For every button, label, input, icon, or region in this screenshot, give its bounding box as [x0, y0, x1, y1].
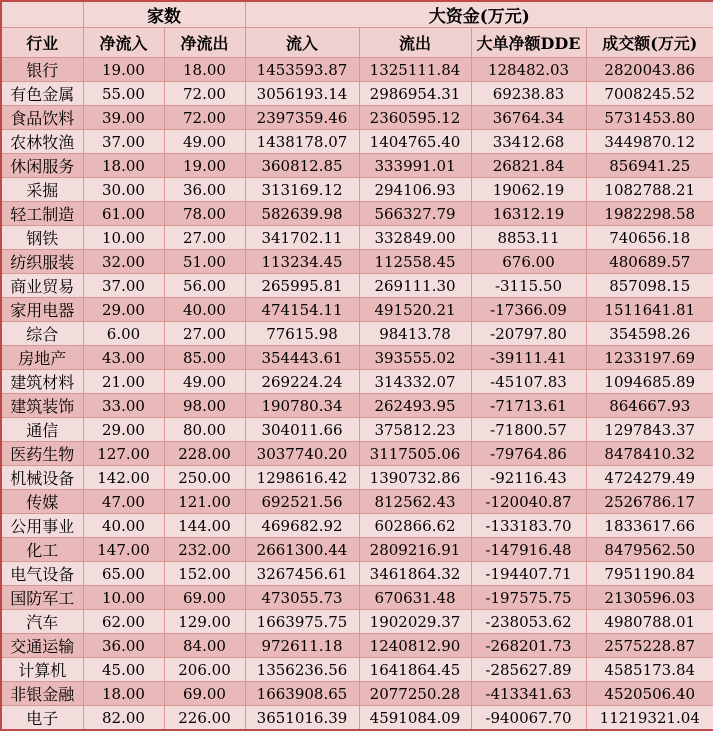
value-cell[interactable]: 360812.85 — [245, 154, 359, 178]
value-cell[interactable]: 112558.45 — [359, 250, 471, 274]
value-cell[interactable]: -413341.63 — [471, 682, 586, 706]
value-cell[interactable]: 29.00 — [83, 418, 164, 442]
value-cell[interactable]: 972611.18 — [245, 634, 359, 658]
value-cell[interactable]: 144.00 — [164, 514, 245, 538]
value-cell[interactable]: 61.00 — [83, 202, 164, 226]
value-cell[interactable]: 2820043.86 — [586, 58, 713, 82]
table-row[interactable] — [1, 178, 713, 202]
value-cell[interactable]: 113234.45 — [245, 250, 359, 274]
value-cell[interactable]: 56.00 — [164, 274, 245, 298]
value-cell[interactable]: 856941.25 — [586, 154, 713, 178]
header-column-row — [1, 28, 713, 58]
value-cell[interactable]: 1325111.84 — [359, 58, 471, 82]
table-row[interactable] — [1, 274, 713, 298]
value-cell[interactable]: 469682.92 — [245, 514, 359, 538]
value-cell[interactable]: 313169.12 — [245, 178, 359, 202]
value-cell[interactable]: 692521.56 — [245, 490, 359, 514]
value-cell[interactable]: 27.00 — [164, 322, 245, 346]
value-cell[interactable]: -71713.61 — [471, 394, 586, 418]
header-net-inflow-count[interactable]: 净流入 — [83, 28, 164, 58]
value-cell[interactable]: 8478410.32 — [586, 442, 713, 466]
value-cell[interactable]: -133183.70 — [471, 514, 586, 538]
value-cell[interactable]: 49.00 — [164, 130, 245, 154]
value-cell[interactable]: 8479562.50 — [586, 538, 713, 562]
value-cell[interactable]: 1663908.65 — [245, 682, 359, 706]
value-cell[interactable]: -79764.86 — [471, 442, 586, 466]
table-row[interactable] — [1, 130, 713, 154]
table-row[interactable] — [1, 586, 713, 610]
value-cell[interactable]: -197575.75 — [471, 586, 586, 610]
value-cell[interactable]: 812562.43 — [359, 490, 471, 514]
value-cell[interactable]: 1453593.87 — [245, 58, 359, 82]
value-cell[interactable]: 314332.07 — [359, 370, 471, 394]
corner-cell — [1, 1, 83, 28]
value-cell[interactable]: 676.00 — [471, 250, 586, 274]
value-cell[interactable]: 19062.19 — [471, 178, 586, 202]
industry-cell[interactable]: 钢铁 — [1, 226, 83, 250]
industry-cell[interactable]: 综合 — [1, 322, 83, 346]
header-inflow[interactable]: 流入 — [245, 28, 359, 58]
value-cell[interactable]: 1094685.89 — [586, 370, 713, 394]
value-cell[interactable]: 33.00 — [83, 394, 164, 418]
industry-cell[interactable]: 非银金融 — [1, 682, 83, 706]
table-row[interactable] — [1, 202, 713, 226]
value-cell[interactable]: 37.00 — [83, 130, 164, 154]
value-cell[interactable]: 10.00 — [83, 226, 164, 250]
value-cell[interactable]: 4980788.01 — [586, 610, 713, 634]
value-cell[interactable]: 2526786.17 — [586, 490, 713, 514]
value-cell[interactable]: 18.00 — [83, 682, 164, 706]
value-cell[interactable]: 341702.11 — [245, 226, 359, 250]
value-cell[interactable]: 269111.30 — [359, 274, 471, 298]
value-cell[interactable]: 4591084.09 — [359, 706, 471, 731]
value-cell[interactable]: 26821.84 — [471, 154, 586, 178]
value-cell[interactable]: 2077250.28 — [359, 682, 471, 706]
value-cell[interactable]: 473055.73 — [245, 586, 359, 610]
value-cell[interactable]: 80.00 — [164, 418, 245, 442]
value-cell[interactable]: 19.00 — [83, 58, 164, 82]
table-row[interactable] — [1, 442, 713, 466]
value-cell[interactable]: 72.00 — [164, 82, 245, 106]
value-cell[interactable]: 332849.00 — [359, 226, 471, 250]
value-cell[interactable]: 3117505.06 — [359, 442, 471, 466]
industry-cell[interactable]: 农林牧渔 — [1, 130, 83, 154]
value-cell[interactable]: 30.00 — [83, 178, 164, 202]
table-row[interactable] — [1, 682, 713, 706]
value-cell[interactable]: 333991.01 — [359, 154, 471, 178]
value-cell[interactable]: 5731453.80 — [586, 106, 713, 130]
value-cell[interactable]: 1982298.58 — [586, 202, 713, 226]
value-cell[interactable]: 152.00 — [164, 562, 245, 586]
header-turnover[interactable]: 成交额(万元) — [586, 28, 713, 58]
value-cell[interactable]: 82.00 — [83, 706, 164, 731]
value-cell[interactable]: 3056193.14 — [245, 82, 359, 106]
value-cell[interactable]: 226.00 — [164, 706, 245, 731]
value-cell[interactable]: -120040.87 — [471, 490, 586, 514]
table-row[interactable] — [1, 106, 713, 130]
industry-cell[interactable]: 建筑装饰 — [1, 394, 83, 418]
value-cell[interactable]: 354598.26 — [586, 322, 713, 346]
table-row[interactable] — [1, 250, 713, 274]
value-cell[interactable]: 2575228.87 — [586, 634, 713, 658]
industry-cell[interactable]: 休闲服务 — [1, 154, 83, 178]
value-cell[interactable]: 47.00 — [83, 490, 164, 514]
value-cell[interactable]: 4585173.84 — [586, 658, 713, 682]
value-cell[interactable]: 6.00 — [83, 322, 164, 346]
table-row[interactable] — [1, 154, 713, 178]
value-cell[interactable]: 670631.48 — [359, 586, 471, 610]
value-cell[interactable]: 85.00 — [164, 346, 245, 370]
value-cell[interactable]: 566327.79 — [359, 202, 471, 226]
value-cell[interactable]: 84.00 — [164, 634, 245, 658]
value-cell[interactable]: 16312.19 — [471, 202, 586, 226]
industry-cell[interactable]: 采掘 — [1, 178, 83, 202]
table-body — [1, 58, 713, 731]
value-cell[interactable]: 1833617.66 — [586, 514, 713, 538]
value-cell[interactable]: 1082788.21 — [586, 178, 713, 202]
table-row[interactable] — [1, 298, 713, 322]
value-cell[interactable]: 98.00 — [164, 394, 245, 418]
value-cell[interactable]: 1511641.81 — [586, 298, 713, 322]
value-cell[interactable]: -92116.43 — [471, 466, 586, 490]
header-dde-net-amount[interactable]: 大单净额DDE — [471, 28, 586, 58]
value-cell[interactable]: 1404765.40 — [359, 130, 471, 154]
value-cell[interactable]: 62.00 — [83, 610, 164, 634]
value-cell[interactable]: 3651016.39 — [245, 706, 359, 731]
value-cell[interactable]: 7008245.52 — [586, 82, 713, 106]
value-cell[interactable]: 1233197.69 — [586, 346, 713, 370]
table-row[interactable] — [1, 490, 713, 514]
value-cell[interactable]: 69.00 — [164, 586, 245, 610]
value-cell[interactable]: 2360595.12 — [359, 106, 471, 130]
value-cell[interactable]: 51.00 — [164, 250, 245, 274]
table-row[interactable] — [1, 346, 713, 370]
industry-cell[interactable]: 公用事业 — [1, 514, 83, 538]
header-group-count: 家数 — [83, 1, 245, 28]
value-cell[interactable]: 3037740.20 — [245, 442, 359, 466]
value-cell[interactable]: 10.00 — [83, 586, 164, 610]
value-cell[interactable]: 480689.57 — [586, 250, 713, 274]
industry-cell[interactable]: 电子 — [1, 706, 83, 731]
value-cell[interactable]: 491520.21 — [359, 298, 471, 322]
table-row[interactable] — [1, 226, 713, 250]
value-cell[interactable]: -194407.71 — [471, 562, 586, 586]
value-cell[interactable]: 147.00 — [83, 538, 164, 562]
industry-cell[interactable]: 汽车 — [1, 610, 83, 634]
value-cell[interactable]: 18.00 — [164, 58, 245, 82]
value-cell[interactable]: 72.00 — [164, 106, 245, 130]
table-row[interactable] — [1, 466, 713, 490]
value-cell[interactable]: -17366.09 — [471, 298, 586, 322]
value-cell[interactable]: 55.00 — [83, 82, 164, 106]
value-cell[interactable]: 27.00 — [164, 226, 245, 250]
industry-cell[interactable]: 商业贸易 — [1, 274, 83, 298]
industry-cell[interactable]: 国防军工 — [1, 586, 83, 610]
value-cell[interactable]: 18.00 — [83, 154, 164, 178]
value-cell[interactable]: 1390732.86 — [359, 466, 471, 490]
value-cell[interactable]: 43.00 — [83, 346, 164, 370]
value-cell[interactable]: 582639.98 — [245, 202, 359, 226]
value-cell[interactable]: 36764.34 — [471, 106, 586, 130]
value-cell[interactable]: 294106.93 — [359, 178, 471, 202]
header-net-outflow-count[interactable]: 净流出 — [164, 28, 245, 58]
value-cell[interactable]: 8853.11 — [471, 226, 586, 250]
industry-cell[interactable]: 电气设备 — [1, 562, 83, 586]
value-cell[interactable]: 77615.98 — [245, 322, 359, 346]
industry-cell[interactable]: 银行 — [1, 58, 83, 82]
value-cell[interactable]: 19.00 — [164, 154, 245, 178]
value-cell[interactable]: 2130596.03 — [586, 586, 713, 610]
value-cell[interactable]: 190780.34 — [245, 394, 359, 418]
value-cell[interactable]: 232.00 — [164, 538, 245, 562]
table-row[interactable] — [1, 82, 713, 106]
value-cell[interactable]: 32.00 — [83, 250, 164, 274]
table-row[interactable] — [1, 58, 713, 82]
value-cell[interactable]: 4520506.40 — [586, 682, 713, 706]
header-outflow[interactable]: 流出 — [359, 28, 471, 58]
value-cell[interactable]: 393555.02 — [359, 346, 471, 370]
value-cell[interactable]: 142.00 — [83, 466, 164, 490]
industry-cell[interactable]: 食品饮料 — [1, 106, 83, 130]
value-cell[interactable]: 98413.78 — [359, 322, 471, 346]
value-cell[interactable]: 39.00 — [83, 106, 164, 130]
table-row[interactable] — [1, 370, 713, 394]
value-cell[interactable]: 1298616.42 — [245, 466, 359, 490]
value-cell[interactable]: 1356236.56 — [245, 658, 359, 682]
value-cell[interactable]: 21.00 — [83, 370, 164, 394]
industry-cell[interactable]: 轻工制造 — [1, 202, 83, 226]
value-cell[interactable]: 354443.61 — [245, 346, 359, 370]
value-cell[interactable]: 2661300.44 — [245, 538, 359, 562]
value-cell[interactable]: 29.00 — [83, 298, 164, 322]
value-cell[interactable]: 40.00 — [83, 514, 164, 538]
value-cell[interactable]: 1438178.07 — [245, 130, 359, 154]
table-row[interactable] — [1, 634, 713, 658]
table-header — [1, 1, 713, 58]
value-cell[interactable]: 1902029.37 — [359, 610, 471, 634]
header-group-big-funds: 大资金(万元) — [245, 1, 713, 28]
table-row[interactable] — [1, 514, 713, 538]
value-cell[interactable]: 69238.83 — [471, 82, 586, 106]
value-cell[interactable]: -147916.48 — [471, 538, 586, 562]
industry-cell[interactable]: 家用电器 — [1, 298, 83, 322]
industry-cell[interactable]: 有色金属 — [1, 82, 83, 106]
value-cell[interactable]: 4724279.49 — [586, 466, 713, 490]
value-cell[interactable]: 2809216.91 — [359, 538, 471, 562]
value-cell[interactable]: -71800.57 — [471, 418, 586, 442]
value-cell[interactable]: 2986954.31 — [359, 82, 471, 106]
value-cell[interactable]: 11219321.04 — [586, 706, 713, 731]
value-cell[interactable]: 36.00 — [83, 634, 164, 658]
value-cell[interactable]: 474154.11 — [245, 298, 359, 322]
industry-cell[interactable]: 机械设备 — [1, 466, 83, 490]
value-cell[interactable]: 265995.81 — [245, 274, 359, 298]
value-cell[interactable]: -268201.73 — [471, 634, 586, 658]
value-cell[interactable]: 37.00 — [83, 274, 164, 298]
value-cell[interactable]: 3449870.12 — [586, 130, 713, 154]
table-row[interactable] — [1, 562, 713, 586]
industry-cell[interactable]: 建筑材料 — [1, 370, 83, 394]
industry-cell[interactable]: 化工 — [1, 538, 83, 562]
industry-cell[interactable]: 医药生物 — [1, 442, 83, 466]
table-row[interactable] — [1, 322, 713, 346]
value-cell[interactable]: 65.00 — [83, 562, 164, 586]
value-cell[interactable]: 121.00 — [164, 490, 245, 514]
value-cell[interactable]: 375812.23 — [359, 418, 471, 442]
value-cell[interactable]: 857098.15 — [586, 274, 713, 298]
value-cell[interactable]: 3267456.61 — [245, 562, 359, 586]
value-cell[interactable]: 2397359.46 — [245, 106, 359, 130]
value-cell[interactable]: -285627.89 — [471, 658, 586, 682]
value-cell[interactable]: 269224.24 — [245, 370, 359, 394]
industry-cell[interactable]: 通信 — [1, 418, 83, 442]
value-cell[interactable]: 36.00 — [164, 178, 245, 202]
value-cell[interactable]: -45107.83 — [471, 370, 586, 394]
value-cell[interactable]: 129.00 — [164, 610, 245, 634]
industry-cell[interactable]: 传媒 — [1, 490, 83, 514]
value-cell[interactable]: -20797.80 — [471, 322, 586, 346]
table-row[interactable] — [1, 394, 713, 418]
value-cell[interactable]: 304011.66 — [245, 418, 359, 442]
value-cell[interactable]: 1297843.37 — [586, 418, 713, 442]
value-cell[interactable]: -238053.62 — [471, 610, 586, 634]
value-cell[interactable]: 602866.62 — [359, 514, 471, 538]
value-cell[interactable]: 128482.03 — [471, 58, 586, 82]
value-cell[interactable]: 78.00 — [164, 202, 245, 226]
value-cell[interactable]: 69.00 — [164, 682, 245, 706]
value-cell[interactable]: 1240812.90 — [359, 634, 471, 658]
header-industry[interactable]: 行业 — [1, 28, 83, 58]
value-cell[interactable]: 127.00 — [83, 442, 164, 466]
value-cell[interactable]: -940067.70 — [471, 706, 586, 731]
value-cell[interactable]: 228.00 — [164, 442, 245, 466]
industry-cell[interactable]: 纺织服装 — [1, 250, 83, 274]
value-cell[interactable]: 49.00 — [164, 370, 245, 394]
value-cell[interactable]: 7951190.84 — [586, 562, 713, 586]
value-cell[interactable]: 262493.95 — [359, 394, 471, 418]
table-row[interactable] — [1, 658, 713, 682]
industry-cell[interactable]: 计算机 — [1, 658, 83, 682]
value-cell[interactable]: 740656.18 — [586, 226, 713, 250]
value-cell[interactable]: 45.00 — [83, 658, 164, 682]
industry-cell[interactable]: 房地产 — [1, 346, 83, 370]
value-cell[interactable]: -39111.41 — [471, 346, 586, 370]
value-cell[interactable]: 3461864.32 — [359, 562, 471, 586]
value-cell[interactable]: 33412.68 — [471, 130, 586, 154]
table-row[interactable] — [1, 418, 713, 442]
table-row[interactable] — [1, 610, 713, 634]
table-row[interactable] — [1, 538, 713, 562]
value-cell[interactable]: 1663975.75 — [245, 610, 359, 634]
value-cell[interactable]: 1641864.45 — [359, 658, 471, 682]
table-row[interactable] — [1, 706, 713, 731]
value-cell[interactable]: 40.00 — [164, 298, 245, 322]
value-cell[interactable]: 864667.93 — [586, 394, 713, 418]
value-cell[interactable]: 250.00 — [164, 466, 245, 490]
value-cell[interactable]: 206.00 — [164, 658, 245, 682]
value-cell[interactable]: -3115.50 — [471, 274, 586, 298]
header-group-row — [1, 1, 713, 28]
industry-cell[interactable]: 交通运输 — [1, 634, 83, 658]
